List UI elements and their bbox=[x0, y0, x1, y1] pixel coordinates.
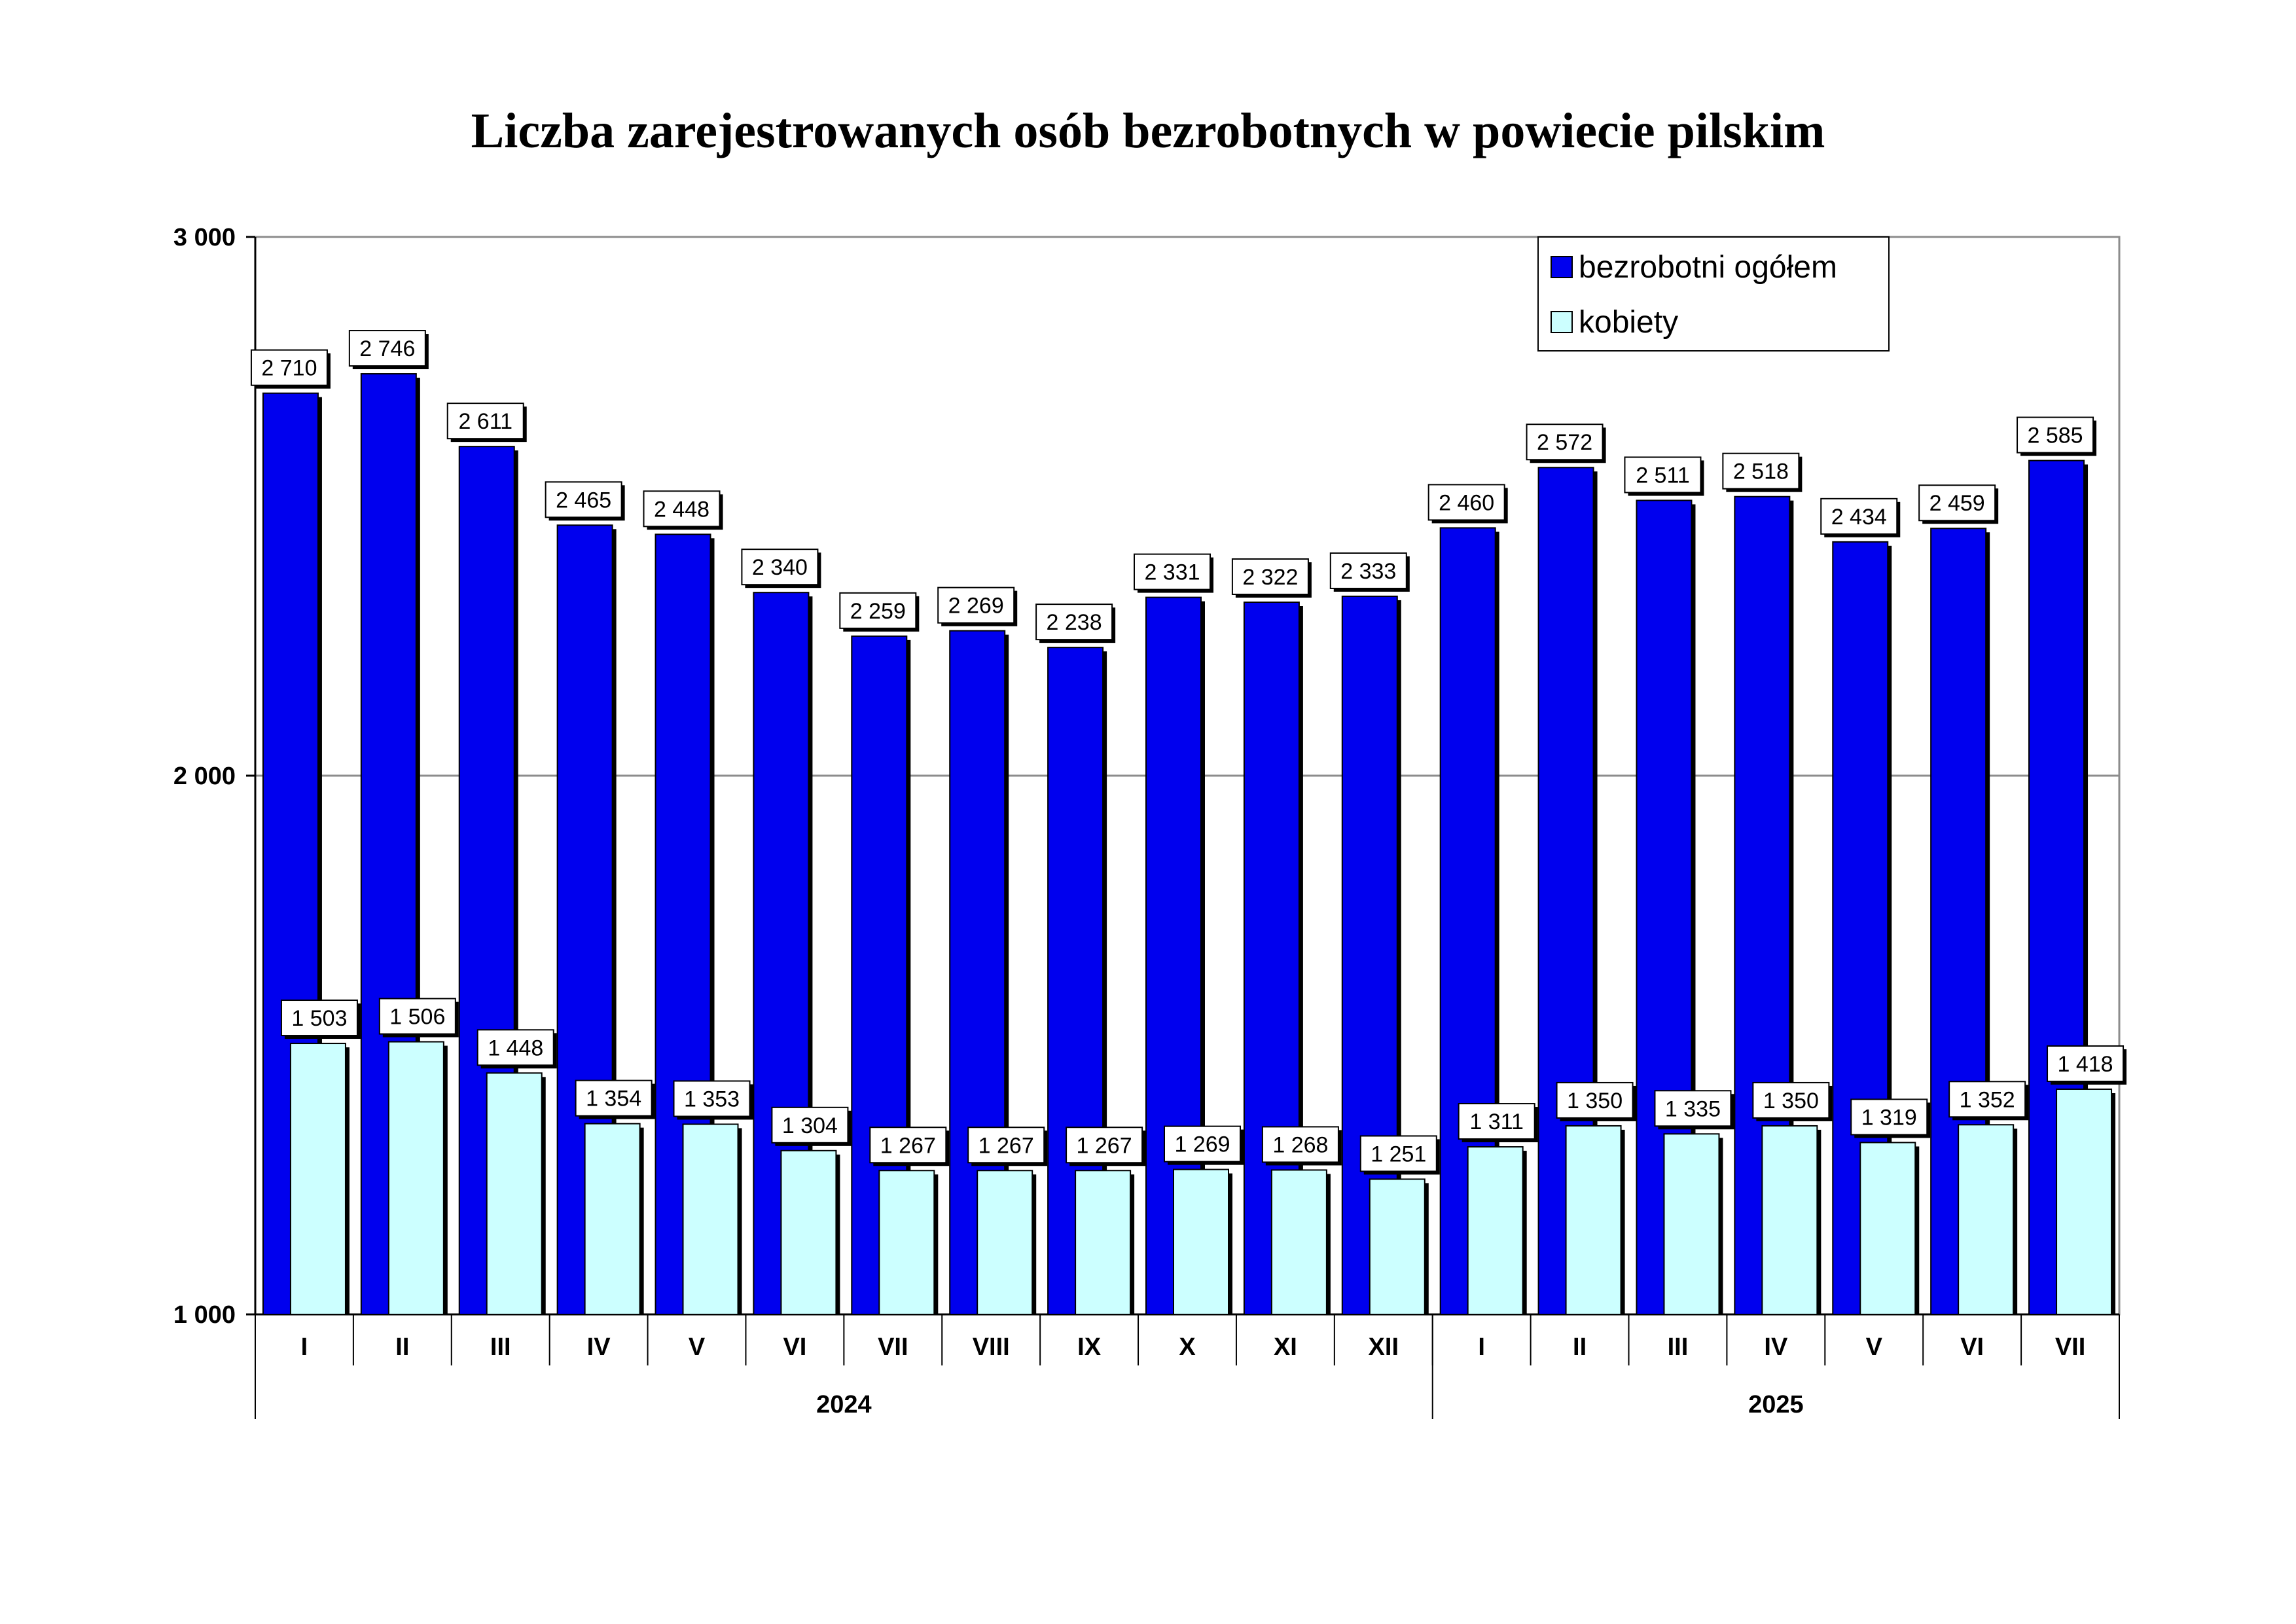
data-label-total: 2 259 bbox=[850, 598, 906, 624]
data-label-total: 2 518 bbox=[1732, 459, 1789, 484]
plot-area bbox=[173, 224, 2126, 1419]
data-label-women: 1 506 bbox=[389, 1004, 446, 1030]
data-label-women: 1 354 bbox=[586, 1086, 642, 1111]
data-label-total: 2 511 bbox=[1636, 463, 1690, 488]
data-label-total: 2 585 bbox=[2027, 423, 2083, 448]
category-label: IX bbox=[1077, 1333, 1102, 1361]
data-label-women: 1 350 bbox=[1567, 1088, 1623, 1113]
category-label: VII bbox=[2054, 1333, 2086, 1361]
category-label: V bbox=[1865, 1333, 1882, 1361]
data-label-women: 1 503 bbox=[291, 1006, 348, 1032]
data-label-women: 1 251 bbox=[1371, 1142, 1427, 1167]
bar-women bbox=[487, 1073, 542, 1314]
category-label: I bbox=[300, 1333, 308, 1361]
category-label: XI bbox=[1273, 1333, 1297, 1361]
data-label-women: 1 267 bbox=[880, 1133, 936, 1159]
bar-women bbox=[879, 1170, 934, 1314]
group-label: 2024 bbox=[816, 1391, 872, 1418]
data-label-total: 2 746 bbox=[359, 336, 416, 362]
data-label-total: 2 611 bbox=[458, 409, 513, 435]
data-label-women: 1 319 bbox=[1861, 1105, 1917, 1130]
data-label-total: 2 322 bbox=[1242, 564, 1299, 590]
bar-women bbox=[683, 1124, 738, 1314]
data-label-women: 1 418 bbox=[2057, 1051, 2113, 1077]
data-label-women: 1 304 bbox=[781, 1113, 838, 1138]
category-label: VIII bbox=[972, 1333, 1010, 1361]
category-label: II bbox=[1573, 1333, 1587, 1361]
data-label-women: 1 350 bbox=[1763, 1088, 1819, 1113]
category-label: IV bbox=[586, 1333, 611, 1361]
data-label-women: 1 448 bbox=[488, 1036, 544, 1061]
data-label-total: 2 710 bbox=[261, 355, 317, 381]
bar-women bbox=[1272, 1170, 1327, 1314]
y-tick-label: 1 000 bbox=[173, 1301, 236, 1329]
legend bbox=[1538, 237, 1889, 351]
legend-label: kobiety bbox=[1579, 305, 1679, 340]
data-label-total: 2 340 bbox=[751, 555, 808, 581]
data-label-total: 2 269 bbox=[948, 593, 1004, 619]
bar-women bbox=[389, 1042, 444, 1314]
bar-women bbox=[1860, 1142, 1915, 1314]
data-label-women: 1 352 bbox=[1959, 1087, 2015, 1113]
category-label: X bbox=[1179, 1333, 1196, 1361]
bar-women bbox=[977, 1170, 1032, 1314]
category-label: III bbox=[490, 1333, 511, 1361]
category-label: V bbox=[688, 1333, 706, 1361]
bar-women bbox=[2056, 1089, 2111, 1314]
data-label-women: 1 267 bbox=[978, 1133, 1034, 1159]
data-label-total: 2 459 bbox=[1929, 491, 1985, 516]
bar-women bbox=[1075, 1170, 1130, 1314]
category-label: II bbox=[395, 1333, 410, 1361]
category-label: VII bbox=[878, 1333, 908, 1361]
data-label-women: 1 269 bbox=[1174, 1132, 1230, 1157]
legend-label: bezrobotni ogółem bbox=[1579, 250, 1837, 285]
bar-women bbox=[1566, 1126, 1621, 1314]
data-label-total: 2 331 bbox=[1144, 560, 1200, 585]
data-label-total: 2 434 bbox=[1831, 504, 1887, 530]
data-label-women: 1 353 bbox=[683, 1087, 740, 1112]
bar-women bbox=[1468, 1147, 1523, 1314]
data-label-total: 2 465 bbox=[556, 488, 612, 513]
category-label: I bbox=[1478, 1333, 1485, 1361]
data-label-total: 2 460 bbox=[1439, 490, 1495, 516]
y-tick-label: 3 000 bbox=[173, 224, 236, 251]
bar-women bbox=[291, 1043, 346, 1314]
bar-women bbox=[1370, 1179, 1425, 1314]
category-label: VI bbox=[1960, 1333, 1984, 1361]
bar-women bbox=[1762, 1126, 1817, 1314]
bar-women bbox=[781, 1151, 836, 1314]
legend-swatch bbox=[1551, 312, 1572, 333]
y-tick-label: 2 000 bbox=[173, 763, 236, 790]
bar-women bbox=[1174, 1170, 1229, 1314]
category-label: III bbox=[1667, 1333, 1689, 1361]
data-label-total: 2 238 bbox=[1046, 610, 1102, 636]
data-label-total: 2 333 bbox=[1340, 558, 1397, 584]
legend-swatch bbox=[1551, 257, 1572, 278]
data-label-total: 2 572 bbox=[1537, 430, 1593, 456]
category-label: VI bbox=[783, 1333, 807, 1361]
data-label-women: 1 267 bbox=[1076, 1133, 1132, 1159]
chart-title: Liczba zarejestrowanych osób bezrobotnych w powiecie pilskim bbox=[471, 103, 1825, 158]
data-label-total: 2 448 bbox=[653, 497, 710, 522]
data-label-women: 1 311 bbox=[1469, 1110, 1524, 1135]
bar-women bbox=[1664, 1134, 1719, 1314]
bar-women bbox=[585, 1124, 640, 1314]
data-label-women: 1 268 bbox=[1272, 1132, 1329, 1158]
bar-women bbox=[1958, 1125, 2013, 1314]
category-label: XII bbox=[1368, 1333, 1399, 1361]
data-label-women: 1 335 bbox=[1664, 1096, 1721, 1122]
category-label: IV bbox=[1764, 1333, 1788, 1361]
group-label: 2025 bbox=[1748, 1391, 1804, 1418]
